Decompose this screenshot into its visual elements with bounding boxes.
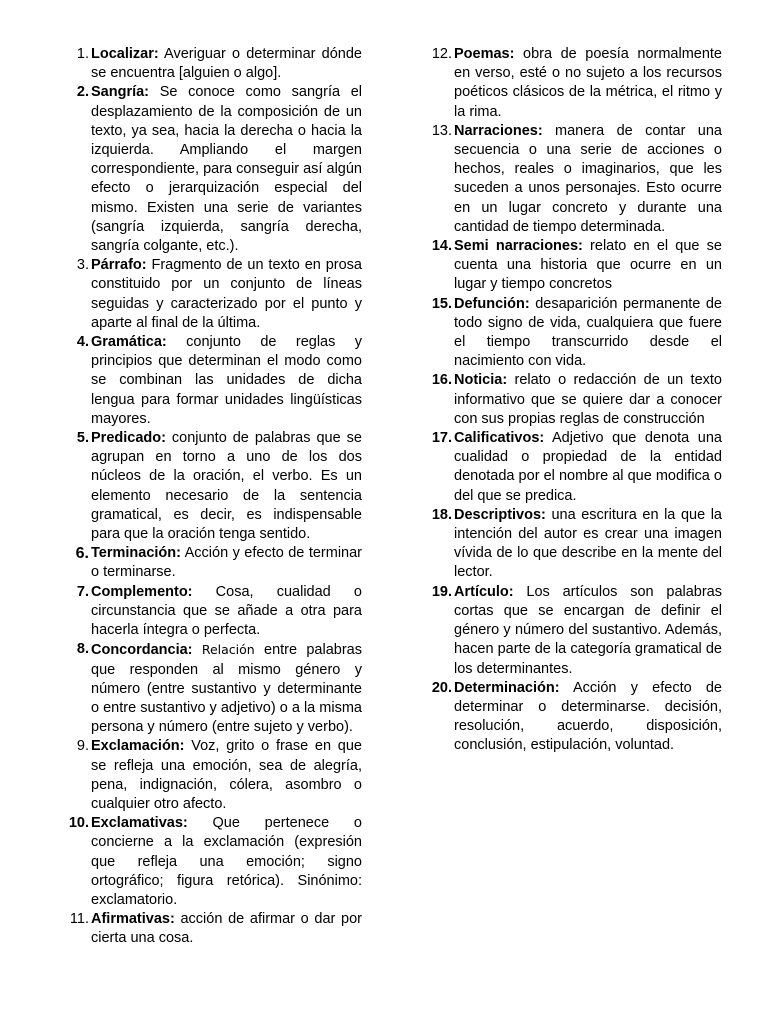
list-item [62,814,362,910]
item-term: Complemento: [91,583,193,600]
item-definition: relato en el que se cuenta una historia que ocurre en un lugar y tiempo concretos [454,238,722,293]
list-item [425,122,722,237]
item-number: 17. [431,430,452,447]
item-definition: Los artículos son palabras cortas que se encargan de definir el género y número del sustantivo. Además, hacen parte de la categoría gramatical de los determinantes. [454,583,722,677]
item-term: Sangría: [91,84,150,101]
list-item [62,544,362,582]
item-number: 11. [69,911,89,928]
list-item [62,429,362,544]
item-term: Párrafo: [91,257,147,274]
item-term: Descriptivos: [454,506,546,523]
item-term: Artículo: [454,583,514,600]
item-number: 6. [75,545,89,563]
item-definition: Adjetivo que denota una cualidad o propiedad de la entidad denotada por el nombre al que modifica o del que se predica. [454,430,722,504]
item-term: Gramática: [91,334,167,351]
list-item [62,256,362,333]
item-term: Noticia: [454,372,508,389]
item-term: Calificativos: [454,430,545,447]
item-number: 16. [431,372,452,389]
item-term: Predicado: [91,430,166,447]
item-definition: Acción y efecto de terminar o terminarse. [91,545,362,581]
item-definition: Fragmento de un texto en prosa constituido por un conjunto de líneas seguidas y caracterizado por el punto y aparte al final de la última. [91,257,362,331]
item-definition: entre palabras que responden al mismo género y número (entre sustantivo y determinante o entre sustantivo y adjetivo) o a la misma persona y número (entre sujeto y verbo). [91,642,362,736]
list-item [425,583,722,679]
item-term: Narraciones: [454,122,543,139]
item-term: Poemas: [454,46,515,62]
item-definition: obra de poesía normalmente en verso, esté o no sujeto a los recursos poéticos clásicos de la métrica, el ritmo y la rima. [454,46,722,120]
list-item [62,45,362,83]
item-number: 14. [431,238,452,255]
list-item [425,506,722,583]
item-definition: Que pertenece o concierne a la exclamación (expresión que refleja una emoción; signo ortográfico; figura retórica). Sinónimo: exclamatorio. [91,815,362,908]
item-definition: relato o redacción de un texto informativo que se quiere dar a conocer con sus propias reglas de construcción [454,372,722,427]
item-definition: desaparición permanente de todo signo de vida, cualquiera que fuere el tiempo transcurrido desde el nacimiento con vida. [454,295,722,370]
item-term: Terminación: [91,545,181,562]
list-item [62,333,362,429]
list-item [62,910,362,948]
item-definition: Voz, grito o frase en que se refleja una emoción, sea de alegría, pena, indignación, cólera, asombro o cualquier otro afecto. [91,738,362,812]
item-number: 12. [431,46,452,62]
item-number: 7. [76,583,89,600]
list-item [425,237,722,295]
item-number: 18. [431,506,452,523]
item-number: 1. [76,46,89,62]
item-term: Defunción: [454,295,530,312]
right-column [425,45,722,756]
item-number: 2. [76,84,89,101]
item-definition: Averiguar o determinar dónde se encuentra [alguien o algo]. [91,46,362,82]
item-definition-prefix: Relación [201,642,255,658]
item-definition: Se conoce como sangría el desplazamiento de la composición de un texto, ya sea, hacia la derecha o hacia la izquierda. Ampliando el margen correspondiente, para conseguir así algún efecto o jerarquización especial del mismo. Existen una serie de variantes (sangría izquierda, sangría derecha, sangría colgante, etc.). [91,84,362,255]
list-item [425,679,722,756]
list-item [62,640,362,737]
list-item [62,583,362,641]
item-term: Exclamación: [91,738,185,755]
item-number: 4. [76,334,89,351]
item-term: Concordancia: [91,642,193,659]
item-term: Afirmativas: [91,911,175,928]
item-number: 8. [76,641,89,658]
item-definition: Acción y efecto de determinar o determinarse. decisión, resolución, acuerdo, disposición, conclusión, estipulación, voluntad. [454,679,722,754]
item-number: 10. [68,815,89,832]
item-definition: manera de contar una secuencia o una serie de acciones o hechos, reales o imaginarios, que les suceden a unos personajes. Esto ocurre en un lugar concreto y durante una cantidad de tiempo determinada. [454,122,722,235]
list-item [425,45,722,122]
list-item [425,371,722,429]
item-definition: conjunto de palabras que se agrupan en torno a uno de los dos núcleos de la oración, el verbo. Es un elemento necesario de la sentencia gramatical, es decir, es indispensable para que la oración tenga sentido. [91,430,362,543]
list-item [62,83,362,256]
item-definition: acción de afirmar o dar por cierta una cosa. [91,911,362,947]
item-number: 5. [76,430,89,447]
item-number: 15. [431,295,452,312]
item-number: 13. [431,122,452,139]
item-term: Semi narraciones: [454,238,583,255]
item-term: Localizar: [91,46,159,62]
item-term: Exclamativas: [91,815,188,832]
list-item [62,737,362,814]
list-item [425,429,722,506]
list-item [425,295,722,372]
item-definition: Cosa, cualidad o circunstancia que se añade a otra para hacerla íntegra o perfecta. [91,583,362,639]
item-term: Determinación: [454,679,560,696]
item-number: 9. [76,738,89,755]
item-definition: conjunto de reglas y principios que determinan el modo como se combinan las unidades de dicha lengua para formar unidades lingüísticas mayores. [91,334,362,427]
item-number: 3. [76,257,89,274]
left-column [62,45,362,949]
item-number: 19. [431,583,452,600]
item-definition: una escritura en la que la intención del autor es crear una imagen vívida de lo que describe en la mente del lector. [454,506,722,581]
item-number: 20. [431,679,452,696]
